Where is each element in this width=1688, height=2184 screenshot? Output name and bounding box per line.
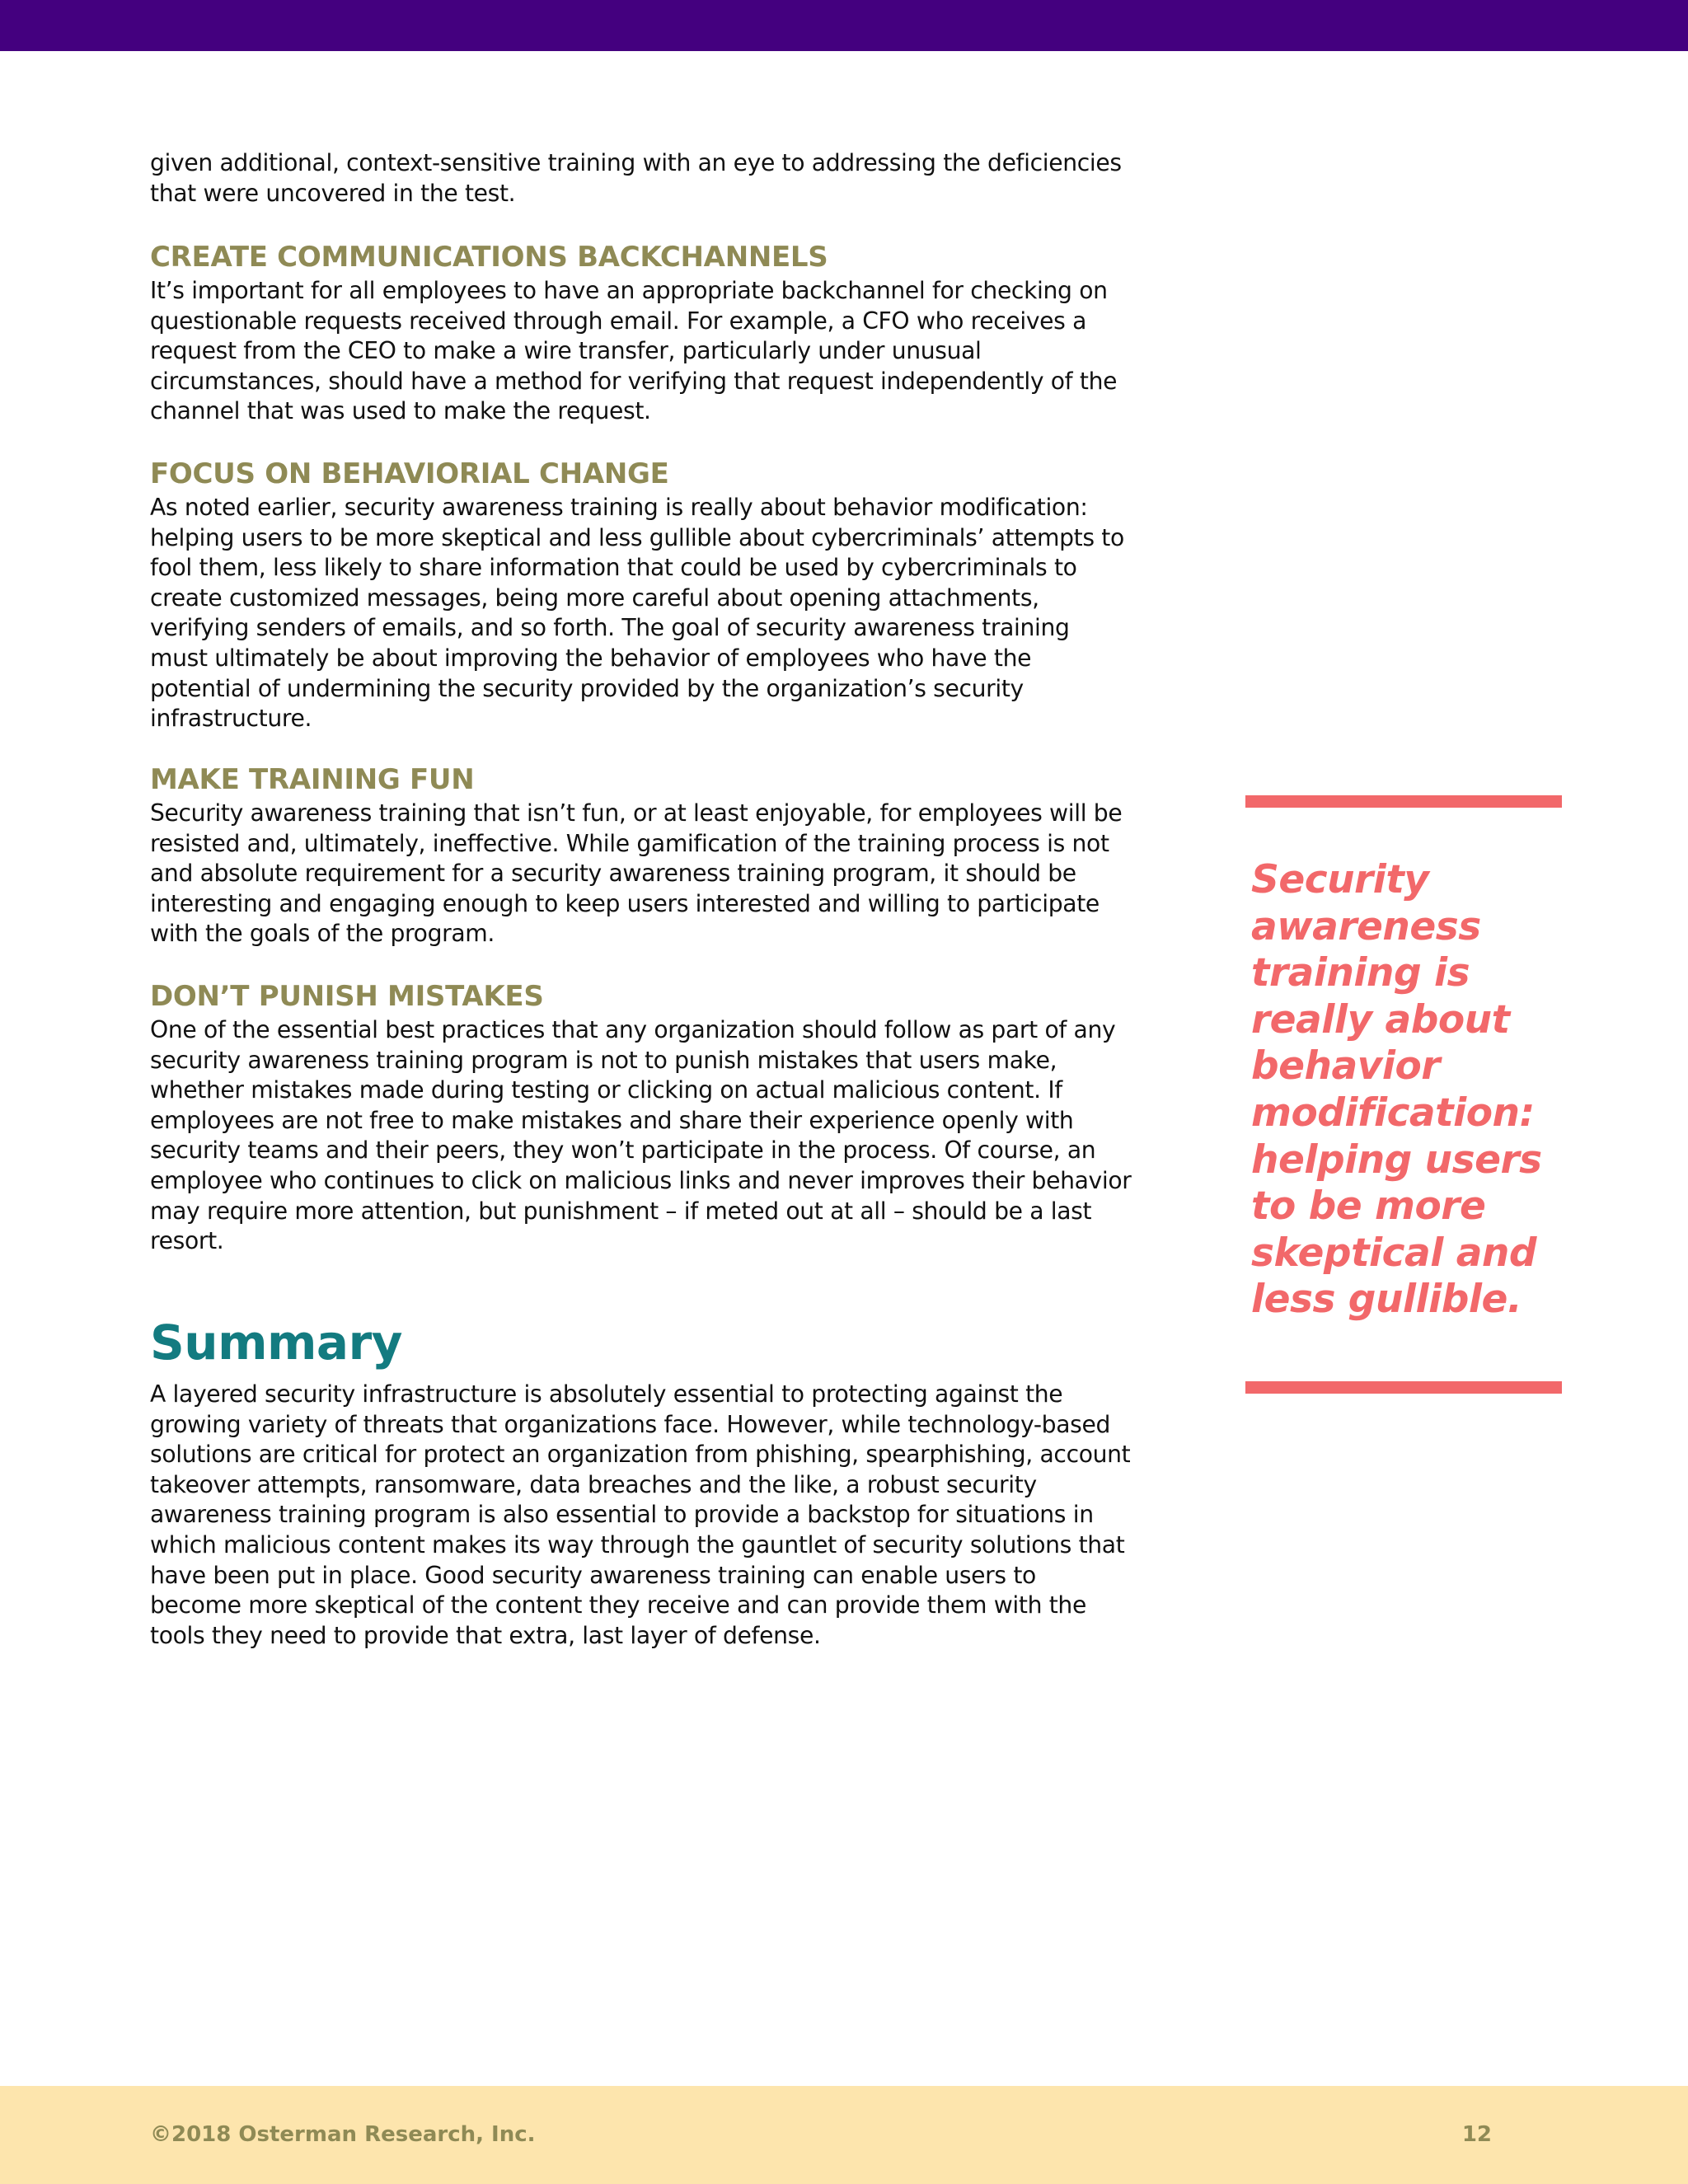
- section-paragraph-punish-mistakes: [150, 1015, 1131, 1257]
- pull-quote-bottom-rule: [1245, 1381, 1562, 1394]
- paragraph-line: resort.: [150, 1227, 224, 1255]
- paragraph-line: channel that was used to make the request.: [150, 397, 651, 425]
- section-heading-behavioral-change: FOCUS ON BEHAVIORIAL CHANGE: [150, 457, 669, 490]
- pull-quote-line: to be more: [1251, 1183, 1486, 1230]
- paragraph-line: request from the CEO to make a wire transfer, particularly under unusual: [150, 337, 982, 365]
- paragraph-line: verifying senders of emails, and so forth. The goal of security awareness training: [150, 614, 1070, 642]
- paragraph-line: whether mistakes made during testing or clicking on actual malicious content. If: [150, 1076, 1062, 1104]
- pull-quote-line: skeptical and: [1251, 1230, 1537, 1276]
- pull-quote-line: less gullible.: [1251, 1277, 1522, 1323]
- section-heading-punish-mistakes: DON’T PUNISH MISTAKES: [150, 980, 544, 1013]
- pull-quote-line: Security: [1251, 857, 1429, 902]
- paragraph-line: One of the essential best practices that any organization should follow as part of any: [150, 1016, 1116, 1043]
- paragraph-line: growing variety of threats that organizations face. However, while technology-based: [150, 1410, 1110, 1438]
- section-heading-training-fun: MAKE TRAINING FUN: [150, 763, 475, 796]
- pull-quote-line: training is: [1251, 950, 1470, 996]
- paragraph-line: A layered security infrastructure is absolutely essential to protecting against the: [150, 1380, 1063, 1408]
- paragraph-line: tools they need to provide that extra, last layer of defense.: [150, 1621, 821, 1649]
- summary-heading: Summary: [150, 1315, 402, 1371]
- paragraph-line: may require more attention, but punishment – if meted out at all – should be a last: [150, 1197, 1092, 1225]
- intro-paragraph: [150, 148, 1122, 209]
- top-banner-bar: [0, 0, 1688, 51]
- paragraph-line: employees are not free to make mistakes and share their experience openly with: [150, 1106, 1074, 1134]
- paragraph-line: potential of undermining the security provided by the organization’s security: [150, 674, 1024, 702]
- section-heading-backchannels: CREATE COMMUNICATIONS BACKCHANNELS: [150, 241, 828, 274]
- pull-quote-line: helping users: [1251, 1137, 1542, 1183]
- paragraph-line: security awareness training program is not to punish mistakes that users make,: [150, 1046, 1057, 1074]
- paragraph-line: It’s important for all employees to have an appropriate backchannel for checking on: [150, 277, 1108, 304]
- paragraph-line: given additional, context-sensitive training with an eye to addressing the deficiencies: [150, 149, 1122, 176]
- section-paragraph-behavioral-change: [150, 493, 1124, 734]
- paragraph-line: fool them, less likely to share information that could be used by cybercriminals to: [150, 554, 1077, 582]
- paragraph-line: resisted and, ultimately, ineffective. While gamification of the training process is not: [150, 829, 1109, 857]
- footer-copyright: ©2018 Osterman Research, Inc.: [150, 2122, 536, 2147]
- pull-quote-line: behavior: [1251, 1043, 1440, 1090]
- section-paragraph-training-fun: [150, 799, 1122, 949]
- paragraph-line: helping users to be more skeptical and less gullible about cybercriminals’ attempts to: [150, 523, 1124, 551]
- pull-quote-text: [1251, 857, 1542, 1324]
- paragraph-line: with the goals of the program.: [150, 920, 495, 948]
- paragraph-line: security teams and their peers, they won’t participate in the process. Of course, an: [150, 1137, 1096, 1165]
- paragraph-line: must ultimately be about improving the behavior of employees who have the: [150, 644, 1032, 672]
- paragraph-line: have been put in place. Good security awareness training can enable users to: [150, 1561, 1036, 1589]
- paragraph-line: As noted earlier, security awareness training is really about behavior modification:: [150, 494, 1088, 521]
- paragraph-line: interesting and engaging enough to keep users interested and willing to participate: [150, 889, 1100, 917]
- paragraph-line: become more skeptical of the content they receive and can provide them with the: [150, 1591, 1086, 1619]
- section-paragraph-backchannels: [150, 276, 1117, 427]
- paragraph-line: awareness training program is also essential to provide a backstop for situations in: [150, 1501, 1094, 1529]
- paragraph-line: Security awareness training that isn’t fun, or at least enjoyable, for employees will be: [150, 799, 1123, 827]
- paragraph-line: circumstances, should have a method for verifying that request independently of the: [150, 367, 1118, 395]
- pull-quote-top-rule: [1245, 795, 1562, 808]
- paragraph-line: and absolute requirement for a security awareness training program, it should be: [150, 860, 1076, 888]
- page-footer: [0, 2086, 1688, 2184]
- paragraph-line: infrastructure.: [150, 705, 312, 733]
- pull-quote-line: awareness: [1251, 903, 1481, 949]
- page-number: 12: [1461, 2122, 1492, 2147]
- paragraph-line: that were uncovered in the test.: [150, 179, 516, 207]
- paragraph-line: which malicious content makes its way through the gauntlet of security solutions that: [150, 1530, 1125, 1558]
- paragraph-line: solutions are critical for protect an organization from phishing, spearphishing, account: [150, 1441, 1131, 1469]
- paragraph-line: questionable requests received through email. For example, a CFO who receives a: [150, 307, 1087, 335]
- paragraph-line: employee who continues to click on malicious links and never improves their behavior: [150, 1166, 1132, 1194]
- pull-quote-line: really about: [1251, 996, 1510, 1043]
- summary-paragraph: [150, 1380, 1130, 1651]
- paragraph-line: create customized messages, being more careful about opening attachments,: [150, 583, 1039, 612]
- paragraph-line: takeover attempts, ransomware, data breaches and the like, a robust security: [150, 1470, 1037, 1498]
- pull-quote: [1245, 795, 1562, 1394]
- pull-quote-line: modification:: [1251, 1090, 1535, 1136]
